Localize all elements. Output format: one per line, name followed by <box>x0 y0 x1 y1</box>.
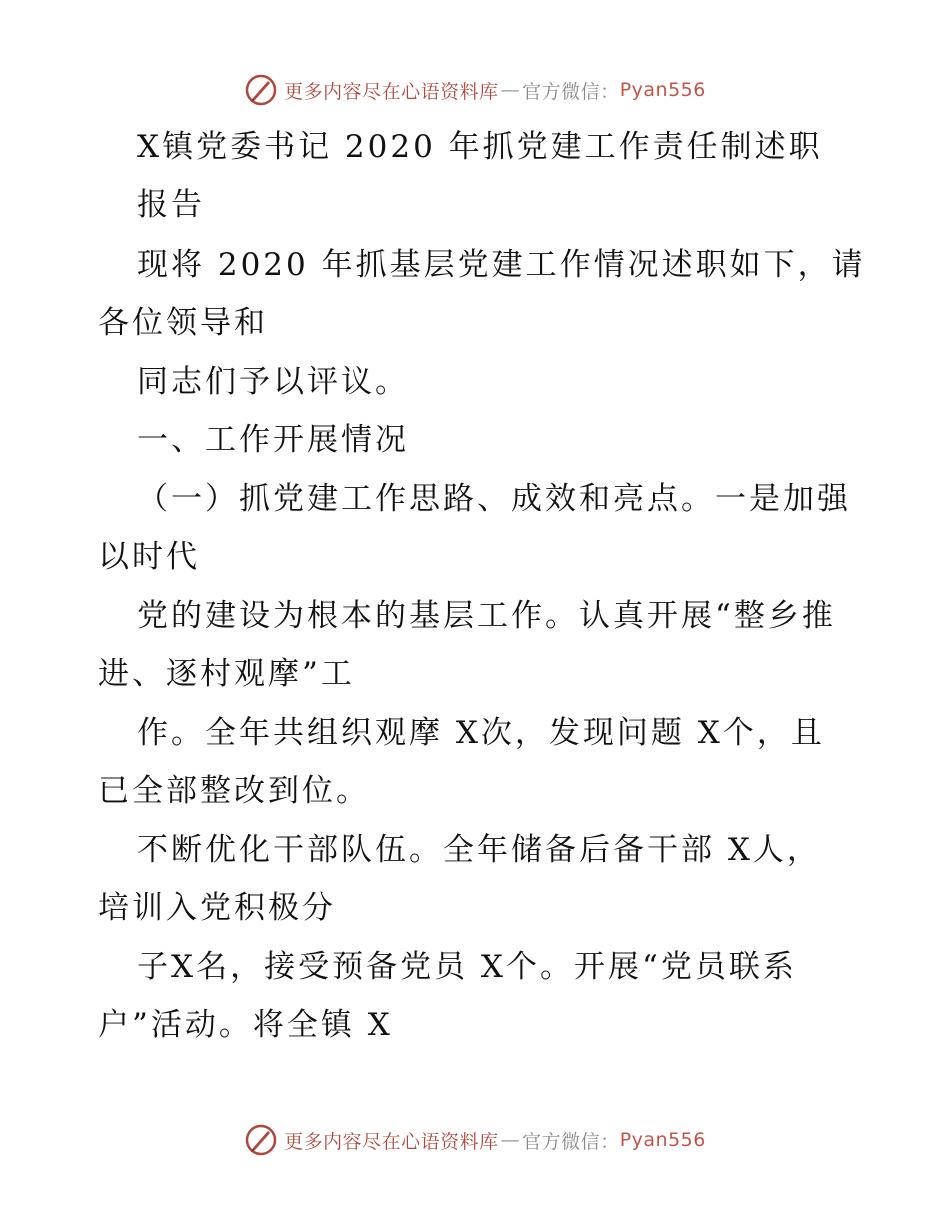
subsection-heading: （一）抓党建工作思路、成效和亮点。一是加强 <box>137 481 851 517</box>
header-watermark <box>0 70 950 110</box>
body-line: 各位领导和 <box>98 305 268 341</box>
watermark-wechat-id: Pyan556 <box>619 79 706 101</box>
body-line: 进、逐村观摩”工 <box>98 656 355 692</box>
body-line: 作。全年共组织观摩 X次，发现问题 X个，且 <box>137 715 825 751</box>
body-line: 以时代 <box>98 539 200 575</box>
body-line: 培训入党积极分 <box>98 890 336 926</box>
watermark-separator: — <box>500 79 521 101</box>
document-title-line-1: X镇党委书记 2020 年抓党建工作责任制述职 <box>137 129 823 165</box>
body-line: 户”活动。将全镇 X <box>98 1007 393 1043</box>
quill-pen-logo-icon <box>244 73 278 107</box>
body-line: 党的建设为根本的基层工作。认真开展“整乡推 <box>137 598 836 634</box>
watermark-main-text: 更多内容尽在心语资料库 <box>284 80 499 103</box>
watermark-main-text: 更多内容尽在心语资料库 <box>284 1130 499 1153</box>
quill-pen-logo-icon <box>244 1123 278 1157</box>
body-line: 现将 2020 年抓基层党建工作情况述职如下，请 <box>137 247 866 283</box>
watermark-label: 官方微信： <box>522 80 620 103</box>
body-line: 同志们予以评议。 <box>137 364 409 400</box>
watermark-wechat-id: Pyan556 <box>619 1129 706 1151</box>
section-heading: 一、工作开展情况 <box>137 422 409 458</box>
watermark-separator: — <box>500 1129 521 1151</box>
document-title-line-2: 报告 <box>137 187 205 223</box>
body-line: 不断优化干部队伍。全年储备后备干部 X人， <box>137 832 821 868</box>
body-line: 子X名，接受预备党员 X个。开展“党员联系 <box>137 949 797 985</box>
body-line: 已全部整改到位。 <box>98 773 370 809</box>
watermark-label: 官方微信： <box>522 1130 620 1153</box>
footer-watermark <box>0 1120 950 1160</box>
